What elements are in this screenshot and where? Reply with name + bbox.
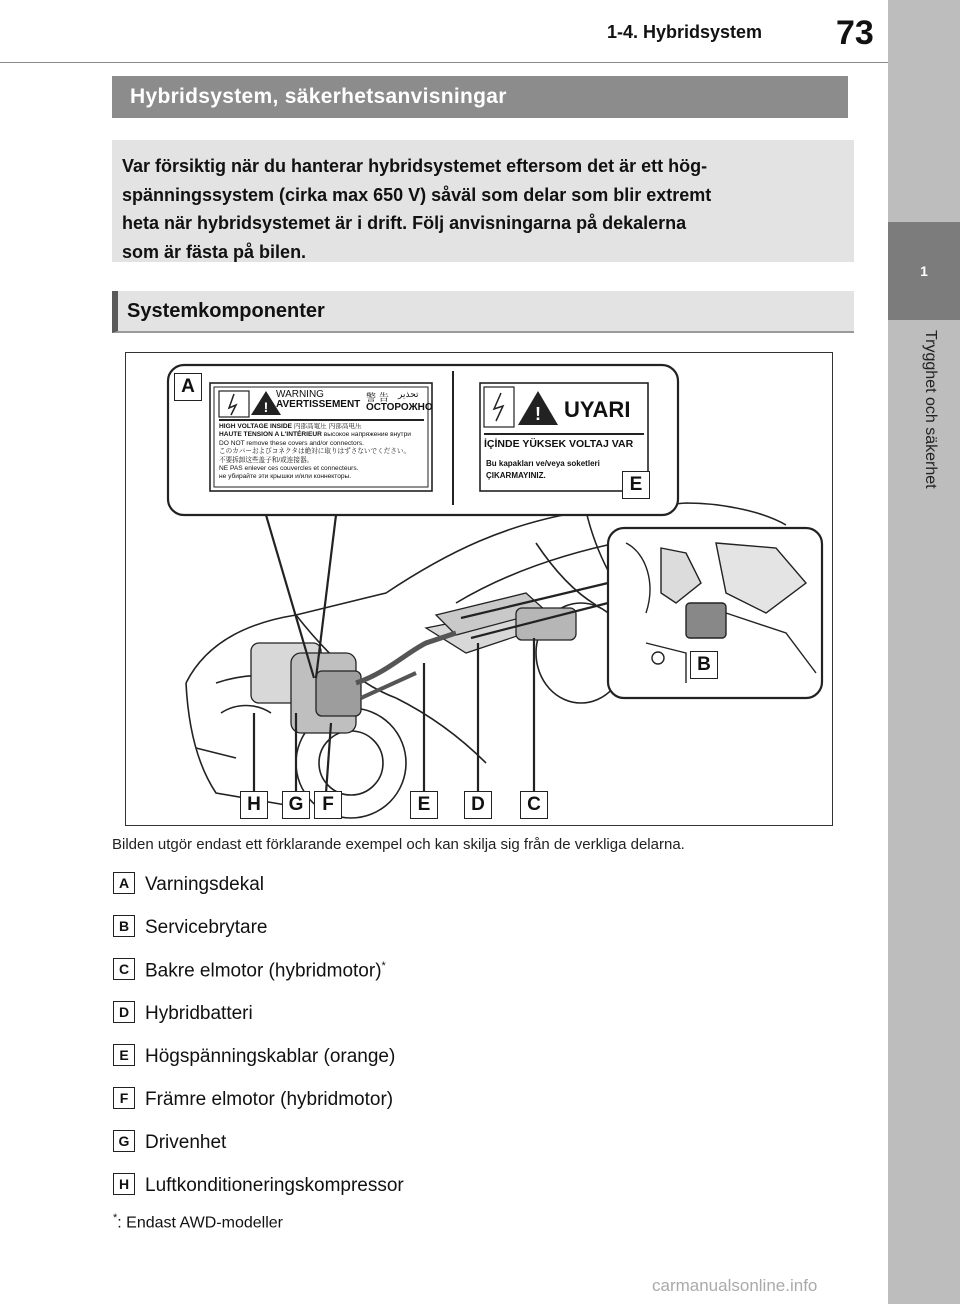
component-label: Luftkonditioneringskompressor — [145, 1175, 404, 1196]
callout-label-b: B — [690, 651, 718, 679]
callout-label-e: E — [622, 471, 650, 499]
component-letter: F — [113, 1087, 135, 1109]
bottom-label-c: C — [520, 791, 548, 819]
decal-a-cjk: 警 告 — [366, 393, 389, 404]
component-label: Servicebrytare — [145, 917, 268, 938]
decal-a-line1b: 内部高電圧 内部高电压 — [293, 423, 362, 430]
header-divider — [0, 62, 888, 63]
bottom-label-e: E — [410, 791, 438, 819]
warning-box — [112, 140, 854, 262]
decal-e-line3: ÇIKARMAYINIZ. — [486, 471, 546, 480]
sidebar — [888, 0, 960, 1304]
sidebar-section-label: Trygghet och säkerhet — [922, 330, 939, 489]
svg-text:!: ! — [263, 399, 269, 415]
decal-a-arabic: تحذير — [398, 389, 419, 399]
chapter-title: 1-4. Hybridsystem — [607, 22, 763, 42]
subsection-title: Systemkomponenter — [112, 291, 854, 333]
decal-a-line7: не убирайте эти крышки и/или коннекторы. — [219, 473, 352, 481]
decal-a-avertissement: AVERTISSEMENT — [276, 399, 361, 410]
component-letter: D — [113, 1001, 135, 1023]
watermark[interactable]: carmanualsonline.info — [652, 1276, 818, 1295]
component-label: Drivenhet — [145, 1132, 227, 1153]
list-item — [113, 915, 713, 958]
component-label: Hybridbatteri — [145, 1003, 253, 1024]
sidebar-chapter-tab[interactable]: 1 — [888, 222, 960, 320]
svg-text:!: ! — [535, 404, 541, 424]
list-item — [113, 1044, 713, 1087]
warning-line: spänningssystem (cirka max 650 V) såväl som delar som blir extremt — [122, 184, 712, 205]
bottom-label-d: D — [464, 791, 492, 819]
warning-line: som är fästa på bilen. — [122, 241, 307, 262]
decal-a-line5: 不要拆卸这些盖子和/或连接器。 — [219, 456, 314, 464]
bottom-label-g: G — [282, 791, 310, 819]
section-title: Hybridsystem, säkerhetsanvisningar — [112, 76, 848, 118]
footnote-mark: * — [381, 960, 386, 972]
component-label: Främre elmotor (hybridmotor) — [145, 1089, 394, 1110]
footnote-mark: * — [113, 1212, 118, 1224]
list-item — [113, 958, 713, 1001]
component-label: Bakre elmotor (hybridmotor) — [145, 960, 382, 982]
decal-a-line6: NE PAS enlever ces couvercles et connecteurs. — [219, 465, 359, 473]
component-letter: H — [113, 1173, 135, 1195]
component-letter: A — [113, 872, 135, 894]
component-letter: B — [113, 915, 135, 937]
decal-a-ru: ОСТОРОЖНО — [366, 402, 433, 413]
list-item — [113, 1001, 713, 1044]
component-label: Högspänningskablar (orange) — [145, 1046, 396, 1067]
list-item — [113, 872, 713, 915]
decal-e-title: UYARI — [564, 397, 631, 422]
component-letter: E — [113, 1044, 135, 1066]
decal-e-line1: İÇİNDE YÜKSEK VOLTAJ VAR — [484, 438, 634, 450]
component-letter: G — [113, 1130, 135, 1152]
list-item — [113, 1130, 713, 1173]
warning-line: heta när hybridsystemet är i drift. Följ anvisningarna på dekalerna — [122, 213, 687, 233]
figure-caption: Bilden utgör endast ett förklarande exempel och kan skilja sig från de verkliga delarna. — [112, 836, 685, 853]
leader-lines — [254, 515, 608, 793]
decal-e-line2: Bu kapakları ve/veya soketleri — [486, 459, 600, 468]
bottom-label-f: F — [314, 791, 342, 819]
decal-a-line2b: высокое напряжение внутри — [323, 431, 411, 439]
component-label: Varningsdekal — [145, 874, 265, 895]
decal-a-line1: HIGH VOLTAGE INSIDE — [219, 423, 293, 430]
callout-label-a: A — [174, 373, 202, 401]
list-item — [113, 1087, 713, 1130]
decal-a-line2: HAUTE TENSION A L'INTÉRIEUR — [219, 431, 322, 439]
footnote — [113, 1212, 283, 1232]
warning-line: Var försiktig när du hanterar hybridsystemet eftersom det är ett hög- — [122, 156, 708, 176]
decal-a-warning: WARNING — [276, 389, 324, 400]
list-item — [113, 1173, 713, 1216]
bottom-label-h: H — [240, 791, 268, 819]
system-components-figure — [125, 352, 833, 826]
decal-a-line4: このカバーおよびコネクタは絶対に取りはずさないでください。 — [219, 448, 411, 456]
page-number: 73 — [836, 14, 874, 52]
component-letter: C — [113, 958, 135, 980]
decal-a-line3: DO NOT remove these covers and/or connectors. — [219, 439, 365, 447]
footnote-text: : Endast AWD-modeller — [117, 1214, 283, 1232]
component-list — [113, 872, 713, 1216]
